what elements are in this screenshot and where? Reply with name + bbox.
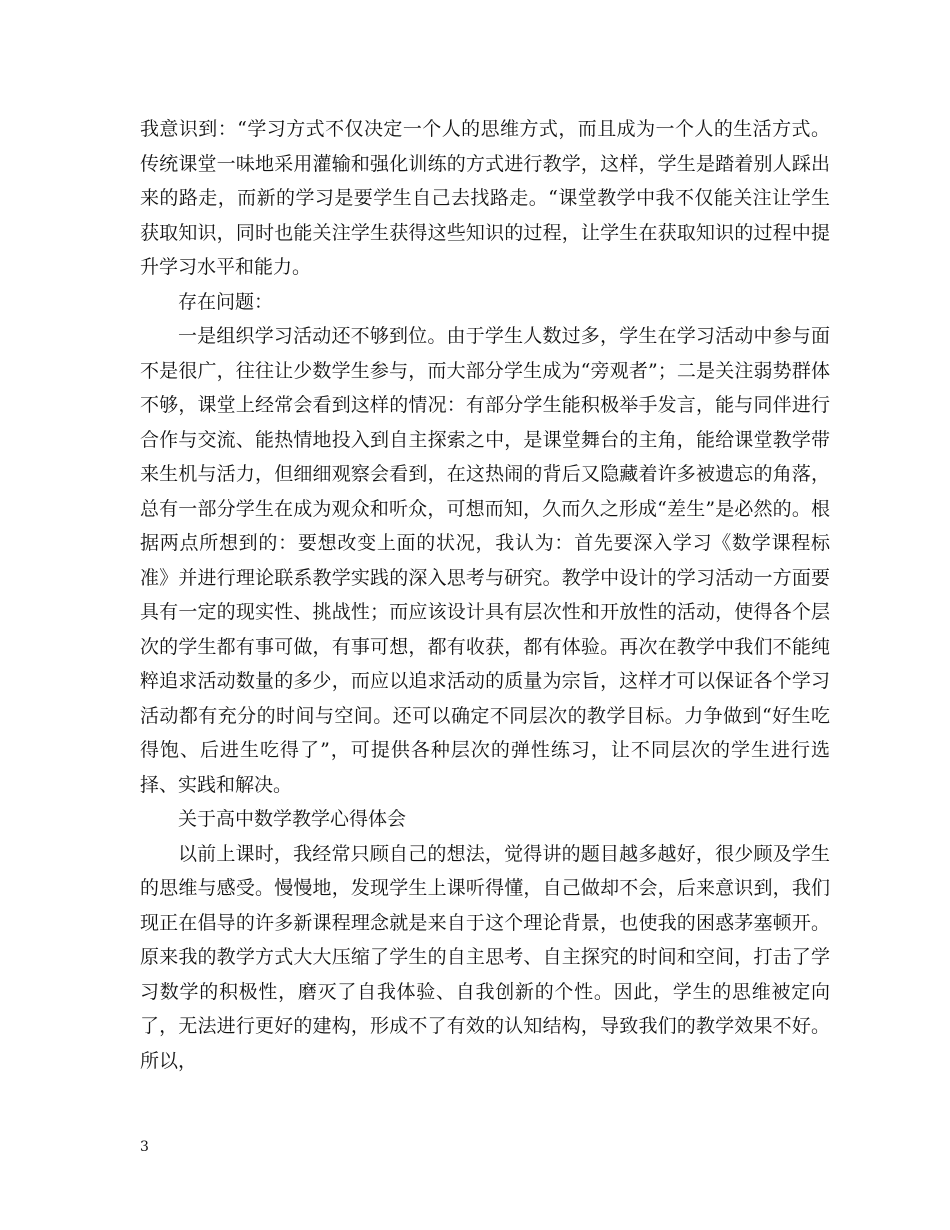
paragraph-problems-detail: 一是组织学习活动还不够到位。由于学生人数过多，学生在学习活动中参与面不是很广，往往让少数学生参与，而大部分学生成为“旁观者”；二是关注弱势群体不够，课堂上经常会看到这样的情况：有部分学生能积极举手发言，能与同伴进行合作与交流、能热情地投入到自主探索之中，是课堂舞台的主角，能给课堂教学带来生机与活力，但细细观察会看到，在这热闹的背后又隐藏着许多被遗忘的角落，总有一部分学生在成为观众和听众，可想而知，久而久之形成“差生”是必然的。根据两点所想到的：要想改变上面的状况，我认为：首先要深入学习《数学课程标准》并进行理论联系教学实践的深入思考与研究。教学中设计的学习活动一方面要具有一定的现实性、挑战性；而应该设计具有层次性和开放性的活动，使得各个层次的学生都有事可做，有事可想，都有收获，都有体验。再次在教学中我们不能纯粹追求活动数量的多少，而应以追求活动的质量为宗旨，这样才可以保证各个学习活动都有充分的时间与空间。还可以确定不同层次的教学目标。力争做到“好生吃得饱、后进生吃得了”，可提供各种层次的弹性练习，让不同层次的学生进行选择、实践和解决。 bbox=[140, 325, 830, 796]
document-body bbox=[140, 112, 830, 1078]
paragraph-experience: 以前上课时，我经常只顾自己的想法，觉得讲的题目越多越好，很少顾及学生的思维与感受。慢慢地，发现学生上课听得懂，自己做却不会，后来意识到，我们现正在倡导的许多新课程理念就是来自于这个理论背景，也使我的困惑茅塞顿开。原来我的教学方式大大压缩了学生的自主思考、自主探究的时间和空间，打击了学习数学的积极性，磨灭了自我体验、自我创新的个性。因此，学生的思维被定向了，无法进行更好的建构，形成不了有效的认知结构，导致我们的教学效果不好。所以， bbox=[140, 842, 830, 1072]
paragraph-problems-heading: 存在问题： bbox=[178, 290, 274, 313]
section-heading: 关于高中数学教学心得体会 bbox=[178, 808, 407, 830]
paragraph-intro: 我意识到：“学习方式不仅决定一个人的思维方式，而且成为一个人的生活方式。传统课堂一味地采用灌输和强化训练的方式进行教学，这样，学生是踏着别人踩出来的路走，而新的学习是要学生自己去找路走。“课堂教学中我不仅能关注让学生获取知识，同时也能关注学生获得这些知识的过程，让学生在获取知识的过程中提升学习水平和能力。 bbox=[140, 118, 830, 278]
page-number: 3 bbox=[140, 1139, 149, 1155]
